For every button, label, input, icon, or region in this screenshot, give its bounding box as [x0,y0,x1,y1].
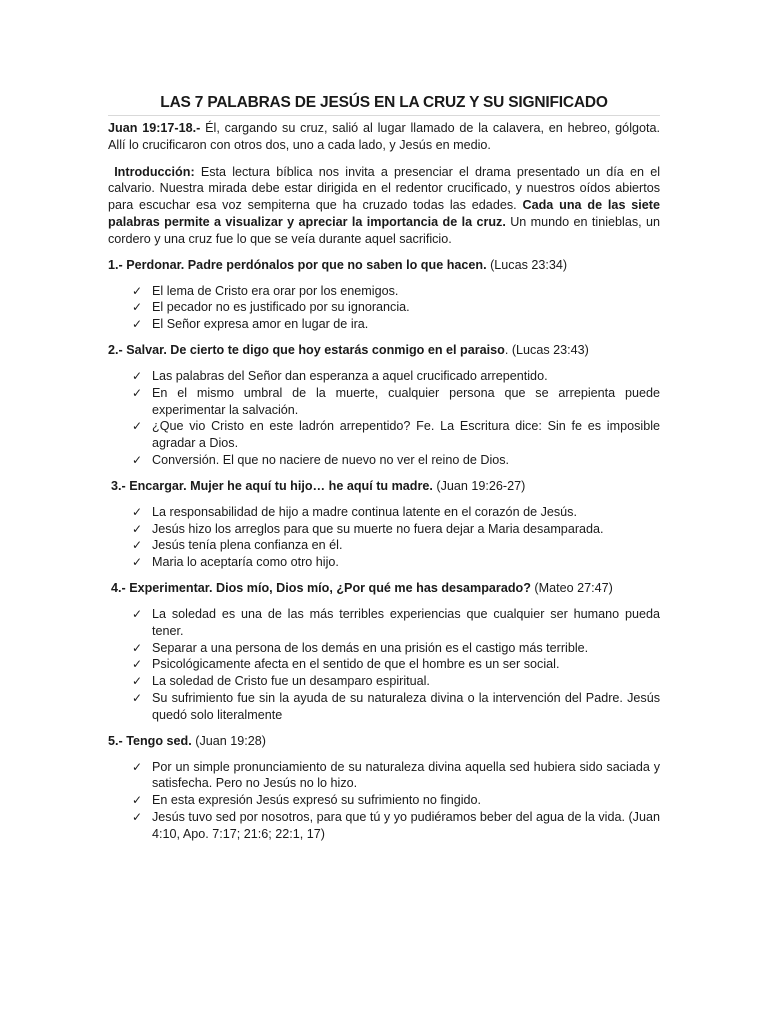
list-item [132,283,660,300]
list-item [132,673,660,690]
check-mark-icon: ✓ [132,640,143,655]
section-reference: . (Lucas 23:43) [504,342,589,357]
check-mark-icon: ✓ [132,300,143,315]
section-heading-text: 2.- Salvar. De cierto te digo que hoy estarás conmigo en el paraiso [108,342,505,357]
list-item [132,521,660,538]
check-mark-icon: ✓ [132,538,143,553]
list-item-text: Jesús tuvo sed por nosotros, para que tú y yo pudiéramos beber del agua de la vida. (Juan 4:10, Apo. 7:17; 21:6; 22:1, 17) [152,809,660,841]
section-heading [108,478,660,495]
list-item-text: El pecador no es justificado por su ignorancia. [152,300,410,315]
intro-text: Esta lectura bíblica nos invita a presenciar el drama presentado un día en el calvario. Nuestra mirada debe estar dirigida en el redentor crucificado, y nuestros oídos abiertos para escuchar esa voz sempiterna que ha cruzado todas las edades. [108,164,660,213]
verse-reference: Juan 19:17-18.- [108,121,201,135]
list-item-text: Maria lo aceptaría como otro hijo. [152,555,339,570]
check-mark-icon: ✓ [132,674,143,689]
intro-label: Introducción: [114,164,195,179]
section-1 [108,257,660,333]
check-mark-icon: ✓ [132,368,143,383]
list-item [132,656,660,673]
list-item [132,316,660,333]
section-heading-text: 1.- Perdonar. Padre perdónalos por que no saben lo que hacen. [108,257,487,272]
list-item-text: Jesús hizo los arreglos para que su muerte no fuera dejar a Maria desamparada. [152,521,604,536]
document-title: LAS 7 PALABRAS DE JESÚS EN LA CRUZ Y SU SIGNIFICADO [108,94,660,116]
list-item-text: Conversión. El que no naciere de nuevo no ver el reino de Dios. [152,452,510,467]
list-item-text: Las palabras del Señor dan esperanza a aquel crucificado arrepentido. [152,368,548,383]
checklist [108,283,660,333]
list-item-text: En esta expresión Jesús expresó su sufrimiento no fingido. [152,793,482,808]
list-item-text: El Señor expresa amor en lugar de ira. [152,317,369,332]
list-item-text: ¿Que vio Cristo en este ladrón arrepentido? Fe. La Escritura dice: Sin fe es imposible agradar a Dios. [152,419,660,451]
section-reference: (Lucas 23:34) [486,257,568,272]
list-item [132,690,660,724]
list-item [132,606,660,640]
section-heading [108,257,660,274]
section-heading-text: 3.- Encargar. Mujer he aquí tu hijo… he aquí tu madre. [111,478,433,493]
intro-bold-text: Cada una de las siete palabras permite a visualizar y apreciar la importancia de la cruz. [108,198,661,229]
check-mark-icon: ✓ [132,759,143,774]
check-mark-icon: ✓ [132,385,143,400]
list-item-text: Por un simple pronunciamiento de su naturaleza divina aquella sed hubiera sido saciada y satisfecha. Pero no Jesús no lo hizo. [152,759,660,791]
intro-text-end: Un mundo en tinieblas, un cordero y una cruz fue lo que se veía durante aquel sacrificio. [108,214,660,246]
list-item-text: La soledad es una de las más terribles experiencias que cualquier ser humano pueda tener. [152,606,660,638]
check-mark-icon: ✓ [132,317,143,332]
section-reference: (Juan 19:26-27) [432,478,526,493]
check-mark-icon: ✓ [132,606,143,621]
sections-container [108,257,660,843]
section-3 [108,478,660,571]
list-item-text: Jesús tenía plena confianza en él. [152,538,343,553]
list-item-text: En el mismo umbral de la muerte, cualquier persona que se arrepienta puede experimentar la salvación. [152,385,660,417]
section-heading-text: 5.- Tengo sed. [108,733,192,748]
section-reference: (Juan 19:28) [191,733,266,748]
check-mark-icon: ✓ [132,452,143,467]
list-item [132,452,660,469]
list-item [132,759,660,793]
section-heading-text: 4.- Experimentar. Dios mío, Dios mío, ¿Por qué me has desamparado? [111,580,531,595]
checklist [108,504,660,571]
verse-text: Él, cargando su cruz, salió al lugar llamado de la calavera, en hebreo, gólgota. Allí lo crucificaron con otros dos, uno a cada lado, y Jesús en medio. [108,121,660,152]
check-mark-icon: ✓ [132,555,143,570]
list-item [132,640,660,657]
checklist [108,606,660,724]
list-item [132,792,660,809]
verse-paragraph [108,120,660,154]
check-mark-icon: ✓ [132,657,143,672]
check-mark-icon: ✓ [132,419,143,434]
check-mark-icon: ✓ [132,809,143,824]
check-mark-icon: ✓ [132,793,143,808]
section-4 [108,580,660,724]
list-item [132,809,660,843]
check-mark-icon: ✓ [132,521,143,536]
list-item [132,368,660,385]
section-heading [108,580,660,597]
list-item [132,299,660,316]
list-item [132,385,660,419]
check-mark-icon: ✓ [132,504,143,519]
section-2 [108,342,660,469]
section-heading [108,342,660,359]
list-item-text: Su sufrimiento fue sin la ayuda de su naturaleza divina o la intervención del Padre. Jesús quedó solo literalmente [152,690,660,722]
list-item-text: El lema de Cristo era orar por los enemigos. [152,283,399,298]
check-mark-icon: ✓ [132,283,143,298]
list-item-text: La responsabilidad de hijo a madre continua latente en el corazón de Jesús. [152,504,577,519]
checklist [108,368,660,469]
list-item-text: Separar a una persona de los demás en una prisión es el castigo más terrible. [152,640,589,655]
intro-paragraph [108,164,660,248]
check-mark-icon: ✓ [132,690,143,705]
list-item [132,504,660,521]
section-5 [108,733,660,843]
list-item [132,418,660,452]
list-item [132,537,660,554]
list-item-text: Psicológicamente afecta en el sentido de que el hombre es un ser social. [152,657,560,672]
list-item [132,554,660,571]
section-reference: (Mateo 27:47) [530,580,613,595]
checklist [108,759,660,843]
list-item-text: La soledad de Cristo fue un desamparo espiritual. [152,674,430,689]
section-heading [108,733,660,750]
